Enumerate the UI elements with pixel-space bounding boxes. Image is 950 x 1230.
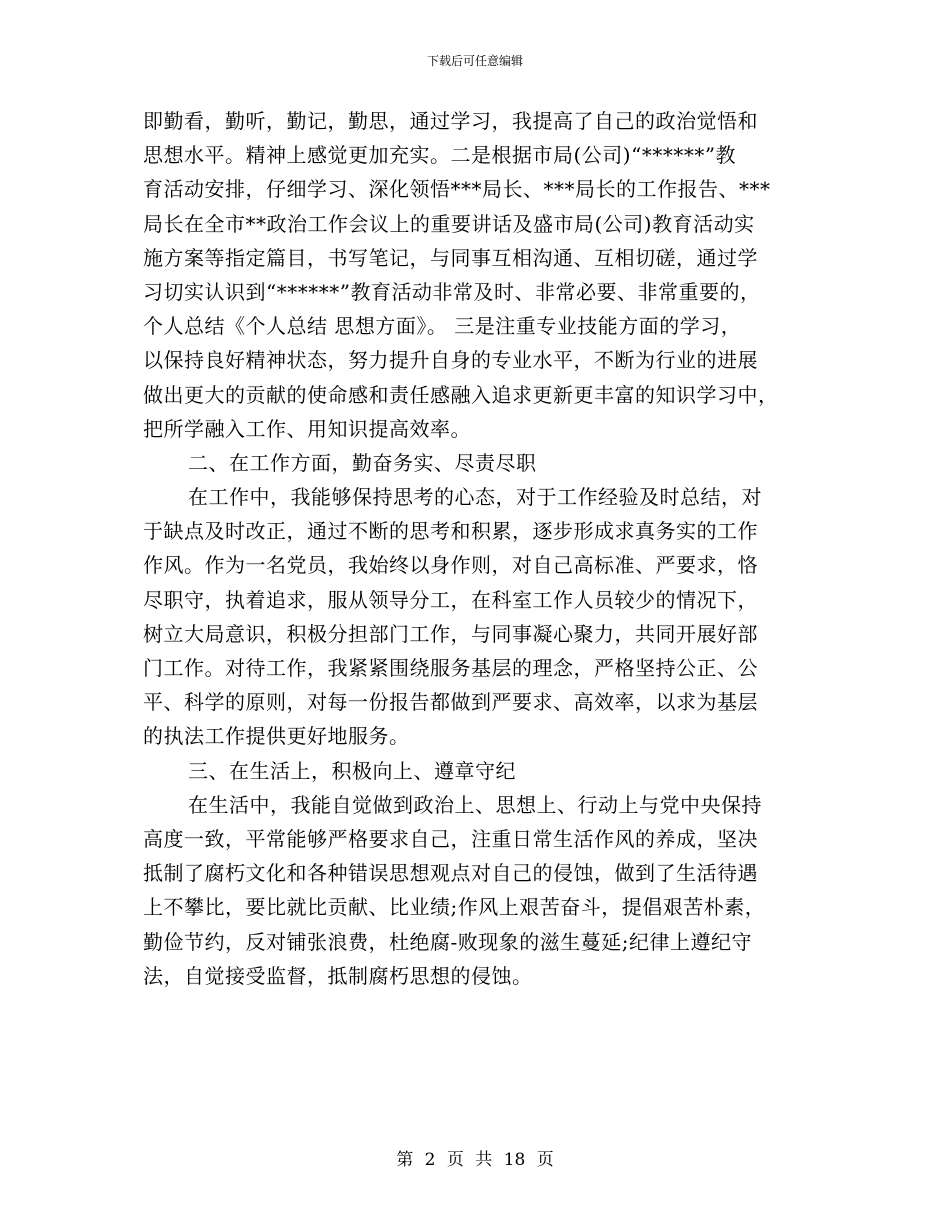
body-line: 局长在全市**政治工作会议上的重要讲话及盛市局(公司)教育活动实: [143, 211, 755, 236]
body-line: 个人总结《个人总结 思想方面》。 三是注重专业技能方面的学习，: [143, 314, 742, 339]
section-heading-work: 二、在工作方面，勤奋务实、尽责尽职: [188, 450, 537, 475]
body-line: 育活动安排，仔细学习、深化领悟***局长、***局长的工作报告、***: [143, 177, 771, 202]
document-body: [143, 104, 808, 993]
body-line: 以保持良好精神状态，努力提升自身的专业水平，不断为行业的进展: [143, 348, 758, 373]
body-line: 尽职守，执着追求，服从领导分工，在科室工作人员较少的情况下，: [143, 587, 758, 612]
body-line: 勤俭节约，反对铺张浪费，杜绝腐-败现象的滋生蔓延;纪律上遵纪守: [143, 929, 752, 954]
body-line: 习切实认识到“******”教育活动非常及时、非常必要、非常重要的，: [143, 279, 761, 304]
body-line: 作风。作为一名党员，我始终以身作则，对自己高标准、严要求，恪: [143, 553, 758, 578]
body-line: 在工作中，我能够保持思考的心态，对于工作经验及时总结，对: [188, 485, 762, 510]
body-line: 平、科学的原则，对每一份报告都做到严要求、高效率，以求为基层: [143, 690, 758, 715]
section-heading-life: 三、在生活上，积极向上、遵章守纪: [188, 758, 516, 783]
body-line: 的执法工作提供更好地服务。: [143, 724, 410, 749]
body-line: 把所学融入工作、用知识提高效率。: [143, 416, 471, 441]
page-header-note: 下载后可任意编辑: [426, 54, 523, 68]
body-line: 树立大局意识，积极分担部门工作，与同事凝心聚力，共同开展好部: [143, 621, 758, 646]
body-line: 抵制了腐朽文化和各种错误思想观点对自己的侵蚀，做到了生活待遇: [143, 861, 758, 886]
body-line: 高度一致，平常能够严格要求自己，注重日常生活作风的养成，坚决: [143, 826, 758, 851]
body-line: 思想水平。精神上感觉更加充实。二是根据市局(公司)“******”教: [143, 143, 737, 168]
body-line: 法，自觉接受监督，抵制腐朽思想的侵蚀。: [143, 963, 533, 988]
body-line: 门工作。对待工作，我紧紧围绕服务基层的理念，严格坚持公正、公: [143, 656, 758, 680]
body-line: 即勤看，勤听，勤记，勤思，通过学习，我提高了自己的政治觉悟和: [143, 109, 758, 133]
page-number-footer: 第 2 页 共 18 页: [396, 1150, 554, 1170]
body-line: 上不攀比，要比就比贡献、比业绩;作风上艰苦奋斗，提倡艰苦朴素，: [143, 895, 766, 920]
body-line: 在生活中，我能自觉做到政治上、思想上、行动上与党中央保持: [188, 792, 762, 817]
body-line: 于缺点及时改正，通过不断的思考和积累，逐步形成求真务实的工作: [143, 519, 758, 544]
body-line: 施方案等指定篇目，书写笔记，与同事互相沟通、互相切磋，通过学: [143, 245, 758, 270]
body-line: 做出更大的贡献的使命感和责任感融入追求更新更丰富的知识学习中，: [143, 382, 779, 407]
